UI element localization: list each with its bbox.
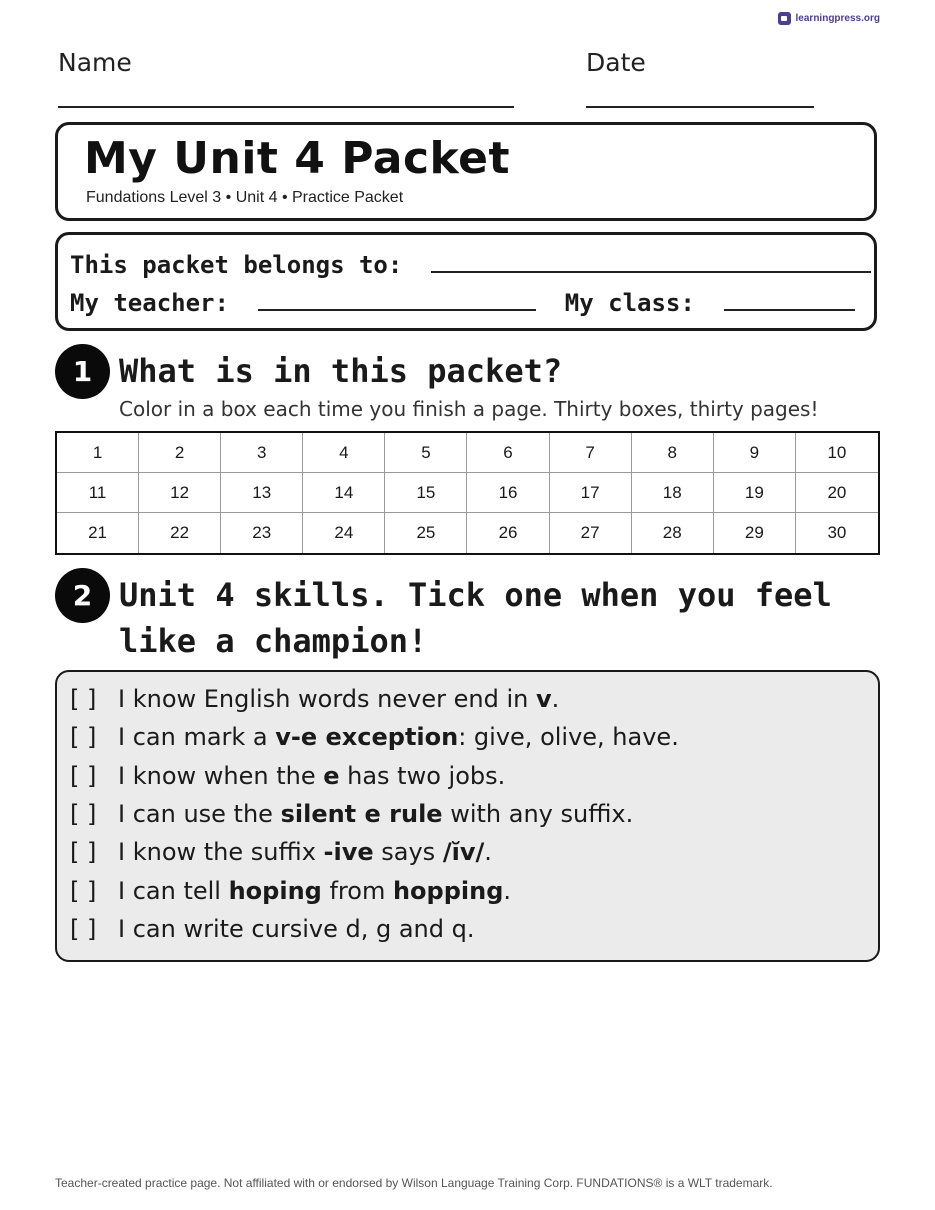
skill-item bbox=[70, 685, 559, 713]
belongs-label: This packet belongs to: bbox=[70, 251, 403, 279]
progress-box[interactable]: 9 bbox=[714, 433, 796, 473]
section-1-instruction: Color in a box each time you finish a page. Thirty boxes, thirty pages! bbox=[119, 397, 819, 421]
skill-text: has two jobs. bbox=[339, 761, 506, 790]
section-2-title: Unit 4 skills. Tick one when you feel like a champion! bbox=[119, 576, 832, 660]
progress-box[interactable]: 4 bbox=[303, 433, 385, 473]
teacher-class-row bbox=[70, 285, 855, 317]
name-field bbox=[58, 48, 132, 77]
skill-keyword: silent e rule bbox=[280, 799, 443, 828]
skill-keyword: e bbox=[323, 761, 340, 790]
skill-keyword: v-e exception bbox=[275, 723, 459, 752]
class-label: My class: bbox=[564, 289, 695, 317]
title-box bbox=[55, 122, 877, 221]
skill-keyword: -ive bbox=[323, 838, 374, 867]
progress-box[interactable]: 18 bbox=[632, 473, 714, 513]
progress-box[interactable]: 10 bbox=[796, 433, 878, 473]
skill-text: . bbox=[503, 876, 512, 905]
progress-box[interactable]: 26 bbox=[467, 513, 549, 553]
skill-checkbox[interactable]: [ ] bbox=[70, 761, 97, 790]
progress-box[interactable]: 12 bbox=[139, 473, 221, 513]
progress-box[interactable]: 15 bbox=[385, 473, 467, 513]
skill-checkbox[interactable]: [ ] bbox=[70, 914, 97, 943]
progress-box[interactable]: 11 bbox=[57, 473, 139, 513]
skill-text: says bbox=[373, 838, 443, 867]
teacher-label: My teacher: bbox=[70, 289, 229, 317]
skill-item bbox=[70, 800, 633, 828]
skill-checkbox[interactable]: [ ] bbox=[70, 876, 97, 905]
progress-box[interactable]: 25 bbox=[385, 513, 467, 553]
skill-text: from bbox=[321, 876, 393, 905]
skill-text: : give, olive, have. bbox=[458, 723, 679, 752]
progress-grid bbox=[55, 431, 880, 555]
skill-text: . bbox=[551, 685, 560, 713]
date-label: Date bbox=[586, 48, 646, 77]
skill-text: I know when the bbox=[118, 761, 324, 790]
skill-checkbox[interactable]: [ ] bbox=[70, 799, 97, 828]
skill-item bbox=[70, 915, 474, 943]
skill-text: I can write cursive d, g and q. bbox=[118, 914, 475, 943]
progress-box[interactable]: 29 bbox=[714, 513, 796, 553]
skill-item bbox=[70, 877, 511, 905]
progress-box[interactable]: 20 bbox=[796, 473, 878, 513]
progress-box[interactable]: 19 bbox=[714, 473, 796, 513]
progress-box[interactable]: 17 bbox=[550, 473, 632, 513]
progress-box[interactable]: 1 bbox=[57, 433, 139, 473]
class-line[interactable] bbox=[724, 285, 855, 311]
skill-keyword: hopping bbox=[392, 876, 504, 905]
book-icon bbox=[778, 12, 791, 25]
date-line[interactable] bbox=[586, 106, 814, 108]
progress-box[interactable]: 7 bbox=[550, 433, 632, 473]
footer-text: Teacher-created practice page. Not affiliated with or endorsed by Wilson Language Training Corp. FUNDATIONS® is a WLT trademark. bbox=[55, 1176, 773, 1190]
date-field bbox=[586, 48, 646, 77]
skill-checkbox[interactable]: [ ] bbox=[70, 723, 97, 752]
skill-text: with any suffix. bbox=[442, 799, 634, 828]
skill-text: I know English words never end in bbox=[118, 685, 536, 713]
skill-text: . bbox=[484, 838, 492, 867]
skill-text: I know the suffix bbox=[118, 838, 324, 867]
progress-box[interactable]: 16 bbox=[467, 473, 549, 513]
skill-text: I can mark a bbox=[118, 723, 276, 752]
skills-box bbox=[55, 670, 880, 962]
progress-box[interactable]: 22 bbox=[139, 513, 221, 553]
skill-item bbox=[70, 723, 679, 751]
brand[interactable] bbox=[778, 12, 880, 25]
page-title: My Unit 4 Packet bbox=[84, 133, 510, 184]
page-subtitle: Fundations Level 3 • Unit 4 • Practice Packet bbox=[86, 189, 404, 206]
skill-checkbox[interactable]: [ ] bbox=[70, 685, 97, 713]
progress-box[interactable]: 14 bbox=[303, 473, 385, 513]
name-date-row bbox=[58, 48, 828, 118]
name-label: Name bbox=[58, 48, 132, 77]
progress-box[interactable]: 3 bbox=[221, 433, 303, 473]
section-1-number: 1 bbox=[55, 344, 110, 399]
progress-box[interactable]: 21 bbox=[57, 513, 139, 553]
skill-checkbox[interactable]: [ ] bbox=[70, 838, 97, 867]
skill-keyword: hoping bbox=[228, 876, 322, 905]
progress-box[interactable]: 13 bbox=[221, 473, 303, 513]
skill-text: I can use the bbox=[118, 799, 281, 828]
progress-box[interactable]: 24 bbox=[303, 513, 385, 553]
skill-keyword: /ĭv/ bbox=[442, 838, 485, 867]
skill-item bbox=[70, 762, 505, 790]
progress-box[interactable]: 2 bbox=[139, 433, 221, 473]
section-2-number: 2 bbox=[55, 568, 110, 623]
name-line[interactable] bbox=[58, 106, 514, 108]
skill-item bbox=[70, 838, 492, 866]
brand-name: learningpress.org bbox=[795, 13, 880, 24]
progress-box[interactable]: 8 bbox=[632, 433, 714, 473]
belongs-box bbox=[55, 232, 877, 331]
progress-box[interactable]: 5 bbox=[385, 433, 467, 473]
progress-box[interactable]: 30 bbox=[827, 523, 847, 542]
progress-box[interactable]: 27 bbox=[550, 513, 632, 553]
progress-box[interactable]: 6 bbox=[467, 433, 549, 473]
teacher-line[interactable] bbox=[258, 285, 536, 311]
skill-keyword: v bbox=[535, 685, 552, 713]
progress-box[interactable]: 28 bbox=[632, 513, 714, 553]
progress-box[interactable]: 23 bbox=[221, 513, 303, 553]
section-1-title: What is in this packet? bbox=[119, 352, 563, 390]
skill-text: I can tell bbox=[118, 876, 229, 905]
belongs-line[interactable] bbox=[431, 247, 871, 273]
belongs-row bbox=[70, 247, 871, 279]
